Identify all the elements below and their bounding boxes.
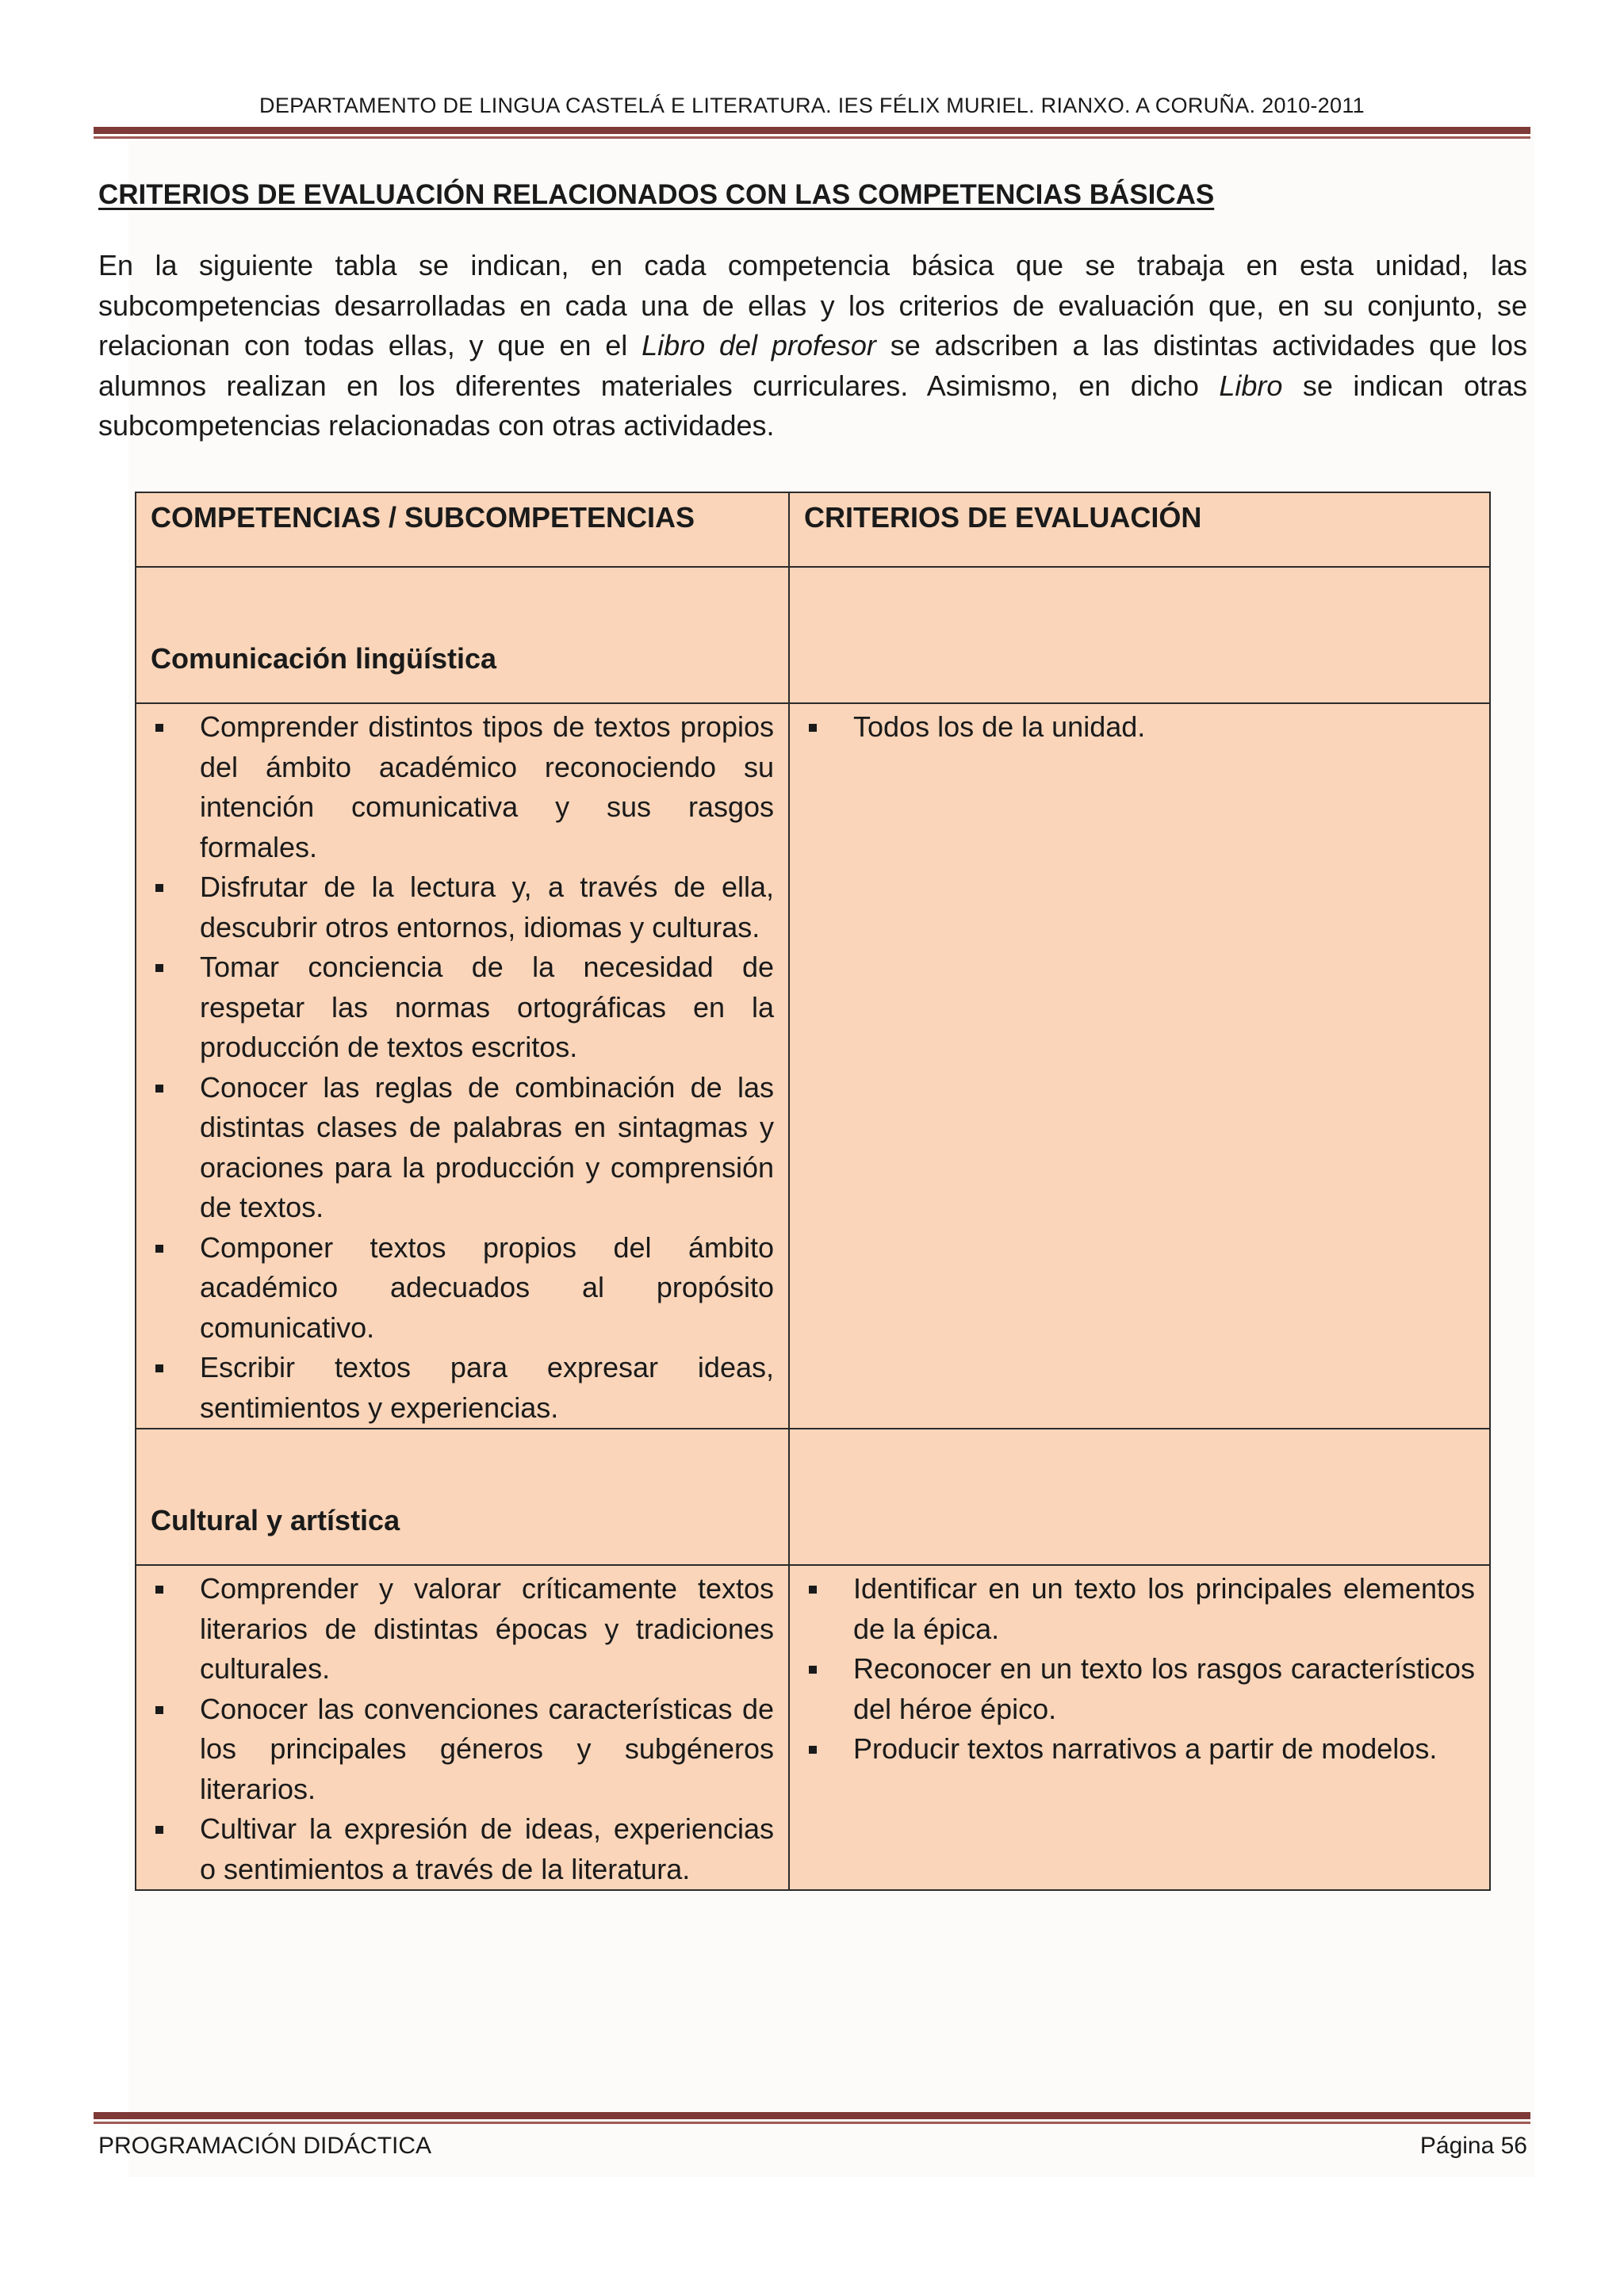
competence-label: Comunicación lingüística [151, 641, 497, 675]
page-number: Página 56 [1419, 2133, 1527, 2159]
criterios-cell [789, 1565, 1490, 1890]
subcompetencias-cell [136, 703, 789, 1429]
running-header: DEPARTAMENTO DE LINGUA CASTELÁ E LITERATURA. IES FÉLIX MURIEL. RIANXO. A CORUÑA. 2010-2011 [259, 94, 1365, 117]
list-item: Comprender distintos tipos de textos propios del ámbito académico reconociendo su intención comunicativa y sus rasgos formales. [151, 707, 774, 867]
list-item: Escribir textos para expresar ideas, sentimientos y experiencias. [151, 1348, 774, 1428]
header-criterios: CRITERIOS DE EVALUACIÓN [789, 492, 1490, 567]
header-rule [94, 127, 1530, 139]
intro-text-3: se indican otras subcompetencias relacionadas con otras actividades. [98, 369, 1527, 442]
competence-label: Cultural y artística [151, 1503, 400, 1536]
intro-italic-libro-profesor: Libro del profesor [642, 329, 876, 362]
details-row-cultural [136, 1565, 1490, 1890]
competence-row-comunicacion [136, 567, 1490, 703]
list-item: Tomar conciencia de la necesidad de respetar las normas ortográficas en la producción de textos escritos. [151, 947, 774, 1068]
intro-text-1: En la siguiente tabla se indican, en cada competencia básica que se trabaja en esta unidad, las subcompetencias desarrolladas en cada una de ellas y los criterios de evaluación que, en su conjunto, se relacionan con todas ellas, y que en el [98, 249, 1527, 362]
footer-rule [94, 2112, 1530, 2124]
criterios-list [790, 1569, 1489, 1770]
competence-empty-cell [789, 567, 1490, 703]
list-item: Conocer las reglas de combinación de las distintas clases de palabras en sintagmas y oraciones para la producción y comprensión de textos. [151, 1068, 774, 1228]
criterios-cell [789, 703, 1490, 1429]
list-item: Componer textos propios del ámbito académico adecuados al propósito comunicativo. [151, 1228, 774, 1349]
intro-text-2: se adscriben a las distintas actividades que los alumnos realizan en los diferentes materiales curriculares. Asimismo, en dicho [98, 329, 1527, 402]
criterios-list [790, 707, 1489, 748]
competence-row-cultural [136, 1429, 1490, 1565]
subcompetencias-list [136, 707, 788, 1428]
competencias-table [135, 492, 1491, 1891]
competence-cell [136, 567, 789, 703]
table-header-row [136, 492, 1490, 567]
details-row-comunicacion [136, 703, 1490, 1429]
subcompetencias-cell [136, 1565, 789, 1890]
competence-empty-cell [789, 1429, 1490, 1565]
intro-paragraph [98, 246, 1527, 446]
list-item: Cultivar la expresión de ideas, experiencias o sentimientos a través de la literatura. [151, 1809, 774, 1889]
competence-cell [136, 1429, 789, 1565]
list-item: Identificar en un texto los principales elementos de la épica. [804, 1569, 1475, 1649]
list-item: Comprender y valorar críticamente textos literarios de distintas épocas y tradiciones culturales. [151, 1569, 774, 1689]
intro-italic-libro: Libro [1219, 369, 1283, 402]
subcompetencias-list [136, 1569, 788, 1889]
list-item: Producir textos narrativos a partir de modelos. [804, 1729, 1475, 1770]
list-item: Reconocer en un texto los rasgos característicos del héroe épico. [804, 1649, 1475, 1729]
list-item: Disfrutar de la lectura y, a través de ella, descubrir otros entornos, idiomas y culturas. [151, 867, 774, 947]
footer-title: PROGRAMACIÓN DIDÁCTICA [98, 2133, 432, 2159]
header-competencias: COMPETENCIAS / SUBCOMPETENCIAS [136, 492, 789, 567]
list-item: Todos los de la unidad. [804, 707, 1475, 748]
list-item: Conocer las convenciones características de los principales géneros y subgéneros literarios. [151, 1689, 774, 1810]
section-title: CRITERIOS DE EVALUACIÓN RELACIONADOS CON LAS COMPETENCIAS BÁSICAS [98, 179, 1215, 210]
